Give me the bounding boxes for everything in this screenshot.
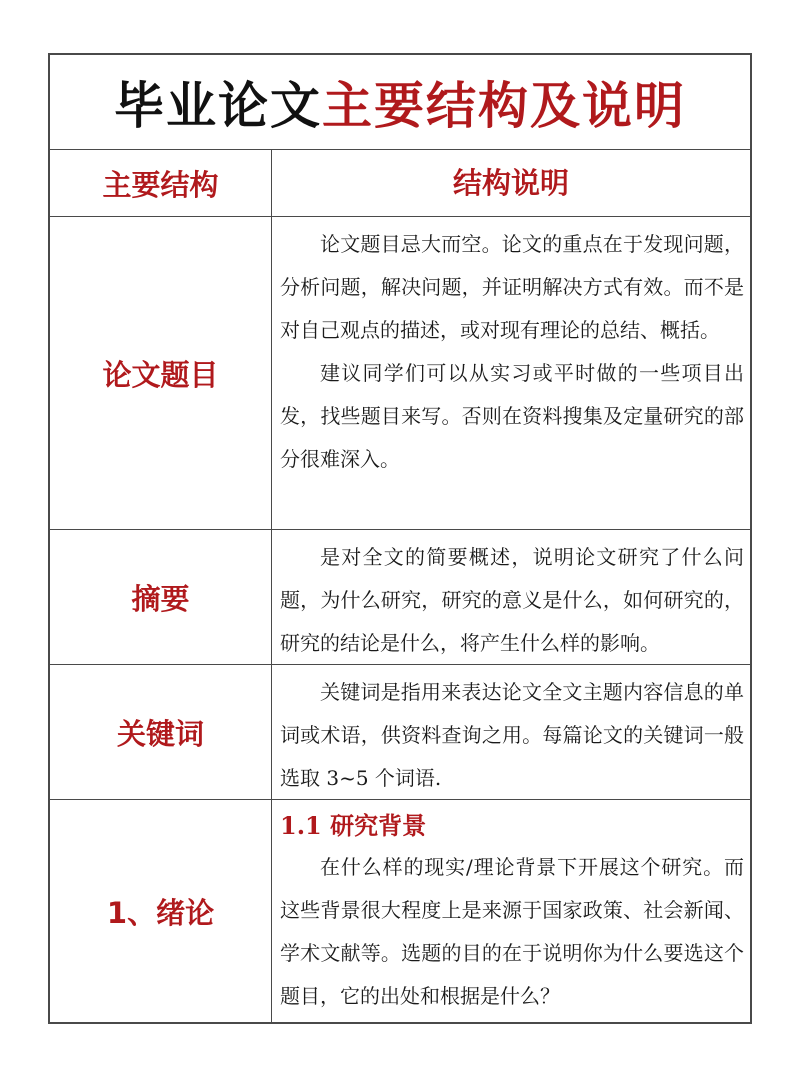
table-row bbox=[50, 800, 750, 1022]
page-title bbox=[50, 55, 750, 150]
row-description bbox=[272, 665, 750, 799]
row-label-introduction: 1、绪论 bbox=[50, 800, 272, 1022]
structure-table bbox=[48, 53, 752, 1024]
row-label-keywords: 关键词 bbox=[50, 665, 272, 799]
table-row bbox=[50, 665, 750, 800]
row-label-abstract: 摘要 bbox=[50, 530, 272, 664]
table-row bbox=[50, 530, 750, 665]
section-subheading: 1.1 研究背景 bbox=[280, 811, 427, 840]
row-label-thesis-title: 论文题目 bbox=[50, 217, 272, 529]
row-description bbox=[272, 530, 750, 664]
description-paragraph: 在什么样的现实/理论背景下开展这个研究。而这些背景很大程度上是来源于国家政策、社会新闻、学术文献等。选题的目的在于说明你为什么要选这个题目，它的出处和根据是什么？ bbox=[280, 855, 744, 1008]
header-description: 结构说明 bbox=[452, 165, 569, 200]
header-structure: 主要结构 bbox=[50, 150, 272, 216]
table-header-row bbox=[50, 150, 750, 217]
description-paragraph: 建议同学们可以从实习或平时做的一些项目出发，找些题目来写。否则在资料搜集及定量研究的部分很难深入。 bbox=[280, 361, 744, 471]
title-red-part: 主要结构及说明 bbox=[322, 77, 686, 135]
description-paragraph: 关键词是指用来表达论文全文主题内容信息的单词或术语，供资料查询之用。每篇论文的关键词一般选取 3~5 个词语. bbox=[280, 680, 744, 790]
row-description bbox=[272, 217, 750, 529]
description-paragraph: 是对全文的简要概述，说明论文研究了什么问题，为什么研究，研究的意义是什么，如何研究的，研究的结论是什么，将产生什么样的影响。 bbox=[280, 545, 744, 655]
description-paragraph: 论文题目忌大而空。论文的重点在于发现问题，分析问题，解决问题，并证明解决方式有效。而不是对自己观点的描述，或对现有理论的总结、概括。 bbox=[280, 232, 744, 342]
row-description bbox=[272, 800, 750, 1022]
table-row bbox=[50, 217, 750, 530]
title-black-part: 毕业论文 bbox=[114, 77, 322, 135]
